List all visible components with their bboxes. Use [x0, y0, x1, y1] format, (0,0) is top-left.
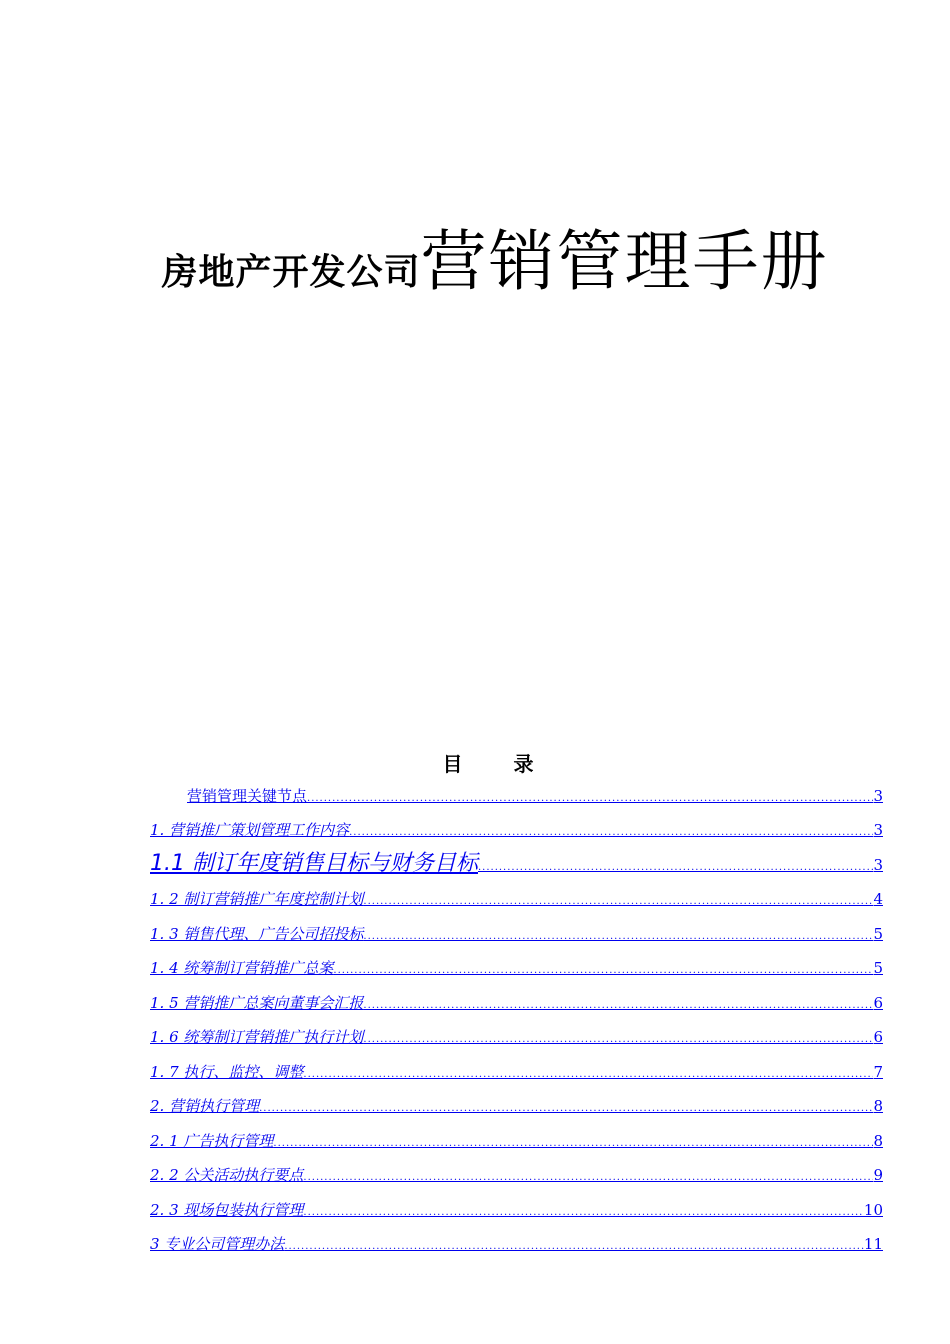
toc-entry-label: 1. 2 制订营销推广年度控制计划 [150, 890, 364, 908]
toc-page-number: 11 [863, 1235, 883, 1253]
toc-entry-label: 1. 3 销售代理、广告公司招投标 [150, 925, 364, 943]
toc-page-number: 3 [873, 856, 883, 874]
toc-entry-2-2[interactable] [150, 1165, 883, 1188]
toc-entry-label: 3 专业公司管理办法 [150, 1235, 285, 1253]
toc-entry-1-2[interactable] [150, 889, 883, 912]
toc-heading: 目 录 [442, 752, 556, 776]
toc-entry-label: 1. 营销推广策划管理工作内容 [150, 821, 350, 839]
toc-entry-label: 1.1 制订年度销售目标与财务目标 [150, 851, 478, 876]
toc-entry-2-1[interactable] [150, 1131, 883, 1154]
toc-page-number: 8 [873, 1132, 883, 1150]
toc-dot-leader [363, 1030, 873, 1050]
toc-page-number: 9 [873, 1166, 883, 1184]
toc-entry-label: 2. 2 公关活动执行要点 [150, 1166, 304, 1184]
toc-dot-leader [303, 1065, 873, 1085]
toc-entry-label: 1. 7 执行、监控、调整 [150, 1063, 304, 1081]
toc-page-number: 10 [863, 1201, 883, 1219]
toc-page-number: 5 [873, 925, 883, 943]
toc-entry-3[interactable] [150, 1234, 883, 1257]
toc-page-number: 7 [873, 1063, 883, 1081]
toc-entry-1-5[interactable] [150, 993, 883, 1016]
document-title [0, 208, 950, 303]
toc-entry-label: 营销管理关键节点 [187, 787, 308, 805]
toc-entry-1-1[interactable] [150, 851, 883, 878]
toc-entry-1-7[interactable] [150, 1062, 883, 1085]
toc-entry-label: 1. 4 统筹制订营销推广总案 [150, 959, 334, 977]
toc-dot-leader [303, 1203, 864, 1223]
toc-entry-1[interactable] [150, 820, 883, 843]
toc-entry-label: 2. 3 现场包装执行管理 [150, 1201, 304, 1219]
toc-dot-leader [273, 1134, 873, 1154]
toc-page-number: 5 [873, 959, 883, 977]
toc-page-number: 4 [873, 890, 883, 908]
toc-page-number: 8 [873, 1097, 883, 1115]
toc-entry-1-6[interactable] [150, 1027, 883, 1050]
toc-entry-marketing-key-nodes[interactable] [150, 786, 883, 809]
toc-entry-2-3[interactable] [150, 1200, 883, 1223]
toc-dot-leader [363, 892, 873, 912]
toc-dot-leader [307, 789, 873, 809]
toc-dot-leader [303, 1168, 873, 1188]
toc-page-number: 3 [873, 821, 883, 839]
toc-dot-leader [284, 1237, 864, 1257]
toc-page-number: 3 [873, 787, 883, 805]
title-prefix: 房地产开发公司 [161, 252, 421, 293]
toc-page-number: 6 [873, 994, 883, 1012]
title-main: 营销管理手册 [420, 223, 829, 300]
toc-page-number: 6 [873, 1028, 883, 1046]
toc-dot-leader [259, 1099, 873, 1119]
toc-entry-1-3[interactable] [150, 924, 883, 947]
toc-dot-leader [363, 996, 873, 1016]
toc-dot-leader [478, 858, 873, 878]
toc-entry-label: 1. 5 营销推广总案向董事会汇报 [150, 994, 364, 1012]
toc-dot-leader [363, 927, 873, 947]
toc-entry-1-4[interactable] [150, 958, 883, 981]
toc-entry-label: 2. 1 广告执行管理 [150, 1132, 274, 1150]
toc-entry-2[interactable] [150, 1096, 883, 1119]
toc-dot-leader [349, 823, 873, 843]
toc-entry-label: 2. 营销执行管理 [150, 1097, 260, 1115]
toc-entry-label: 1. 6 统筹制订营销推广执行计划 [150, 1028, 364, 1046]
toc-dot-leader [333, 961, 873, 981]
